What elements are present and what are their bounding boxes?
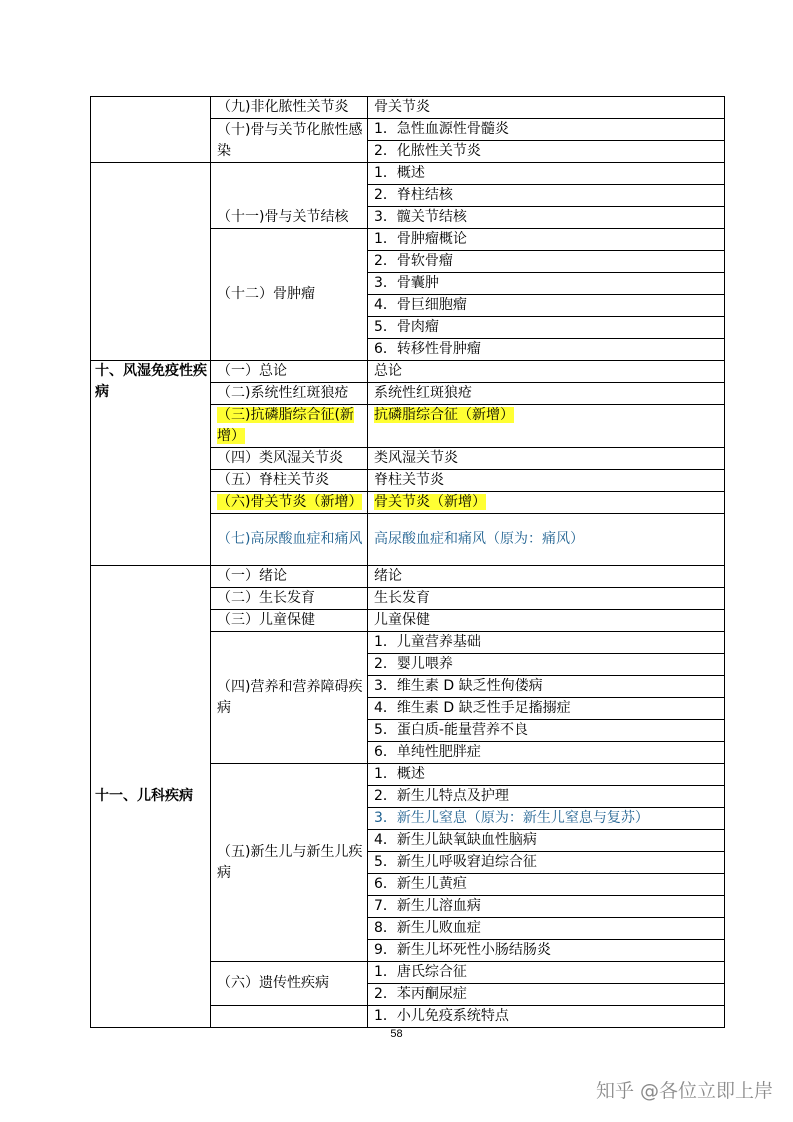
item-cell: 1．急性血源性骨髓炎 bbox=[368, 119, 725, 141]
topic-cell: （三）儿童保健 bbox=[211, 610, 368, 632]
topic-cell-revised: （七)高尿酸血症和痛风 bbox=[211, 514, 368, 566]
item-cell: 2．化脓性关节炎 bbox=[368, 141, 725, 163]
item-cell: 1．概述 bbox=[368, 163, 725, 185]
section-title-rheumatology: 十、风湿免疫性疾病 bbox=[91, 361, 211, 566]
item-cell: 生长发育 bbox=[368, 588, 725, 610]
topic-cell: （四）类风湿关节炎 bbox=[211, 448, 368, 470]
item-cell: 2．脊柱结核 bbox=[368, 185, 725, 207]
watermark: 知乎 @各位立即上岸 bbox=[595, 1080, 773, 1102]
item-cell: 1．骨肿瘤概论 bbox=[368, 229, 725, 251]
topic-cell: （六）遗传性疾病 bbox=[211, 962, 368, 1006]
section-cell-empty bbox=[91, 163, 211, 361]
item-cell: 5．骨肉瘤 bbox=[368, 317, 725, 339]
topic-cell: （二）生长发育 bbox=[211, 588, 368, 610]
item-cell: 4．骨巨细胞瘤 bbox=[368, 295, 725, 317]
topic-cell: （十二）骨肿瘤 bbox=[211, 229, 368, 361]
topic-cell-highlighted: （六)骨关节炎（新增） bbox=[217, 494, 363, 510]
item-cell: 1．概述 bbox=[368, 764, 725, 786]
item-cell: 5．新生儿呼吸窘迫综合征 bbox=[368, 852, 725, 874]
item-cell: 骨关节炎 bbox=[368, 97, 725, 119]
item-cell: 儿童保健 bbox=[368, 610, 725, 632]
item-cell: 绪论 bbox=[368, 566, 725, 588]
topic-cell: （四)营养和营养障碍疾病 bbox=[211, 632, 368, 764]
topic-cell: （一）总论 bbox=[211, 361, 368, 383]
item-cell: 1．唐氏综合征 bbox=[368, 962, 725, 984]
section-cell-empty bbox=[91, 97, 211, 163]
topic-cell: （十)骨与关节化脓性感染 bbox=[211, 119, 368, 163]
topic-cell: （九)非化脓性关节炎 bbox=[211, 97, 368, 119]
item-cell: 8．新生儿败血症 bbox=[368, 918, 725, 940]
item-cell: 总论 bbox=[368, 361, 725, 383]
item-cell: 3．维生素 D 缺乏性佝偻病 bbox=[368, 676, 725, 698]
topic-cell: （一）绪论 bbox=[211, 566, 368, 588]
item-cell: 1．儿童营养基础 bbox=[368, 632, 725, 654]
item-cell: 4．新生儿缺氧缺血性脑病 bbox=[368, 830, 725, 852]
topic-cell: （二)系统性红斑狼疮 bbox=[211, 383, 368, 405]
item-cell: 2．骨软骨瘤 bbox=[368, 251, 725, 273]
item-cell: 6．新生儿黄疸 bbox=[368, 874, 725, 896]
topic-cell: （十一)骨与关节结核 bbox=[211, 163, 368, 229]
page-number: 58 bbox=[390, 1028, 403, 1040]
topic-cell-empty bbox=[211, 1006, 368, 1028]
item-cell-revised: 高尿酸血症和痛风（原为：痛风） bbox=[368, 514, 725, 566]
item-cell-revised: 3．新生儿窒息（原为：新生儿窒息与复苏） bbox=[368, 808, 725, 830]
item-cell: 4．维生素 D 缺乏性手足搐搦症 bbox=[368, 698, 725, 720]
item-cell: 脊柱关节炎 bbox=[368, 470, 725, 492]
item-cell: 系统性红斑狼疮 bbox=[368, 383, 725, 405]
item-cell: 6．单纯性肥胖症 bbox=[368, 742, 725, 764]
syllabus-table bbox=[90, 96, 725, 1028]
item-cell: 2．婴儿喂养 bbox=[368, 654, 725, 676]
topic-cell: （五）脊柱关节炎 bbox=[211, 470, 368, 492]
item-cell: 7．新生儿溶血病 bbox=[368, 896, 725, 918]
item-cell: 1．小儿免疫系统特点 bbox=[368, 1006, 725, 1028]
item-cell-highlighted: 骨关节炎（新增） bbox=[374, 494, 486, 510]
item-cell: 3．骨囊肿 bbox=[368, 273, 725, 295]
item-cell-highlighted: 抗磷脂综合征（新增） bbox=[374, 407, 514, 423]
item-cell: 类风湿关节炎 bbox=[368, 448, 725, 470]
item-cell: 5．蛋白质-能量营养不良 bbox=[368, 720, 725, 742]
item-cell: 6．转移性骨肿瘤 bbox=[368, 339, 725, 361]
item-cell: 3．髋关节结核 bbox=[368, 207, 725, 229]
topic-cell-highlighted: （三)抗磷脂综合征(新增） bbox=[217, 407, 354, 444]
section-title-pediatrics: 十一、儿科疾病 bbox=[91, 566, 211, 1028]
item-cell: 2．苯丙酮尿症 bbox=[368, 984, 725, 1006]
topic-cell: （五)新生儿与新生儿疾病 bbox=[211, 764, 368, 962]
item-cell: 2．新生儿特点及护理 bbox=[368, 786, 725, 808]
item-cell: 9．新生儿坏死性小肠结肠炎 bbox=[368, 940, 725, 962]
